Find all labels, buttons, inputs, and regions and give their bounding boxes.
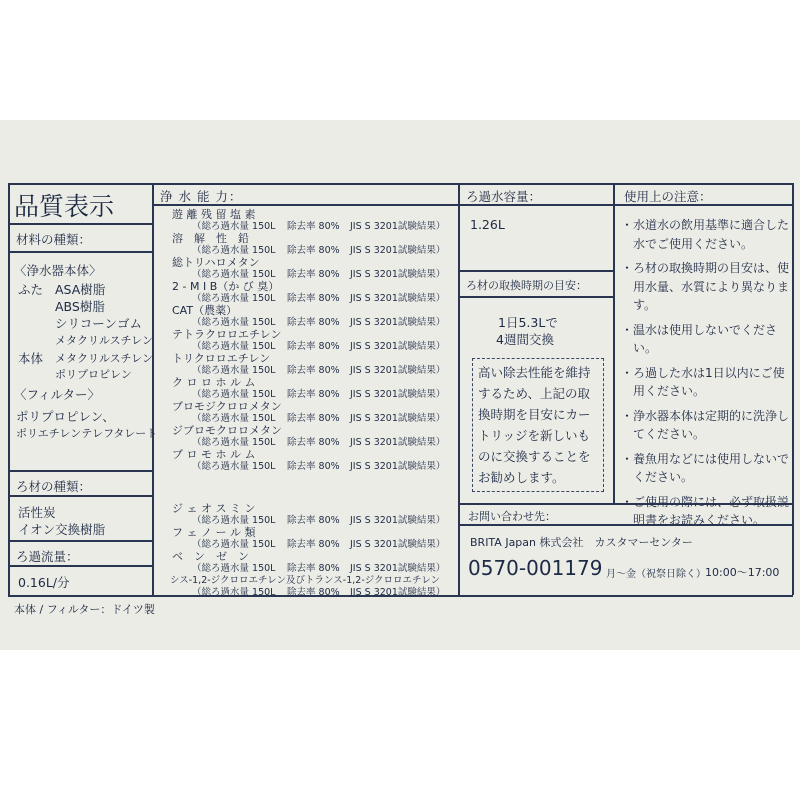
- flow-value: 0.16L/分: [18, 575, 70, 590]
- quality-label-sheet: [0, 120, 800, 650]
- caution-item: ・養魚用などには使用しないでください。: [621, 451, 790, 484]
- capacity-item-total: （総ろ過水量 150L: [192, 587, 276, 598]
- capacity-item-std: JIS S 3201試験結果）: [350, 437, 446, 448]
- capacity-item-name: シス-1,2-ジクロロエチレン及びトランス-1,2-ジクロロエチレン: [170, 575, 441, 586]
- caution-list: [621, 216, 791, 536]
- capacity-item-name: 2 - M I B（か び 臭）: [172, 280, 280, 293]
- capacity-item-std: JIS S 3201試験結果）: [350, 317, 446, 328]
- filter-material: ポリエチレンテレフタレート: [16, 427, 158, 440]
- capacity-item-std: JIS S 3201試験結果）: [350, 389, 446, 400]
- lid-material: ABS樹脂: [55, 299, 105, 314]
- media-item: 活性炭: [18, 505, 56, 520]
- divider-1: [152, 183, 154, 595]
- capacity-item-total: （総ろ過水量 150L: [192, 245, 276, 256]
- caution-label: 使用上の注意：: [624, 189, 712, 204]
- volume-value: 1.26L: [470, 217, 505, 232]
- capacity-item-std: JIS S 3201試験結果）: [350, 293, 446, 304]
- capacity-item-rate: 除去率 80%: [287, 317, 340, 328]
- flow-label: ろ過流量：: [16, 549, 79, 564]
- divider-2: [458, 183, 460, 595]
- capacity-item-std: JIS S 3201試験結果）: [350, 269, 446, 280]
- capacity-item-total: （総ろ過水量 150L: [192, 341, 276, 352]
- capacity-item-rate: 除去率 80%: [287, 245, 340, 256]
- left-rule-6: [8, 565, 153, 567]
- capacity-item-name: ジブロモクロロメタン: [172, 424, 282, 437]
- caution-item: ・ご使用の際には、必ず取扱説明書をお読みください。: [621, 494, 790, 527]
- capacity-item-total: （総ろ過水量 150L: [192, 437, 276, 448]
- left-rule-2: [8, 251, 153, 253]
- capacity-item-rate: 除去率 80%: [287, 293, 340, 304]
- main-material: ポリプロピレン: [55, 368, 132, 381]
- caution-item: ・水道水の飲用基準に適合した水でご使用ください。: [621, 218, 790, 251]
- capacity-item-total: （総ろ過水量 150L: [192, 221, 276, 232]
- capacity-item-name: ジ ェ オ ス ミ ン: [172, 502, 256, 515]
- left-rule-3: [8, 470, 153, 472]
- capacity-item-std: JIS S 3201試験結果）: [350, 563, 446, 574]
- capacity-item-total: （総ろ過水量 150L: [192, 563, 276, 574]
- divider-3: [613, 183, 615, 503]
- capacity-item-std: JIS S 3201試験結果）: [350, 461, 446, 472]
- capacity-item-total: （総ろ過水量 150L: [192, 317, 276, 328]
- lid-material: メタクリルスチレン: [55, 334, 153, 347]
- capacity-item-rate: 除去率 80%: [287, 539, 340, 550]
- frame-top: [8, 183, 793, 185]
- capacity-item-rate: 除去率 80%: [287, 587, 340, 598]
- lid-label: ふた: [18, 282, 44, 297]
- capacity-label: 浄 水 能 力：: [160, 189, 243, 204]
- left-rule-4: [8, 495, 153, 497]
- capacity-item-name: ベ ン ゼ ン: [172, 550, 249, 563]
- capacity-item-name: ブロモジクロロメタン: [172, 400, 282, 413]
- capacity-item-std: JIS S 3201試験結果）: [350, 539, 446, 550]
- capacity-item-total: （総ろ過水量 150L: [192, 539, 276, 550]
- lid-material: ASA樹脂: [55, 282, 106, 297]
- capacity-item-total: （総ろ過水量 150L: [192, 515, 276, 526]
- capacity-item-name: 溶 解 性 鉛: [172, 232, 249, 245]
- capacity-item-name: ク ロ ロ ホ ル ム: [172, 376, 256, 389]
- capacity-item-total: （総ろ過水量 150L: [192, 413, 276, 424]
- capacity-item-rate: 除去率 80%: [287, 413, 340, 424]
- capacity-item-total: （総ろ過水量 150L: [192, 293, 276, 304]
- body-group: 〈浄水器本体〉: [14, 263, 102, 278]
- vol-rule-2: [458, 270, 614, 272]
- lid-material: シリコーンゴム: [55, 316, 143, 331]
- frame-right: [792, 183, 794, 595]
- media-item: イオン交換樹脂: [18, 522, 106, 537]
- capacity-item-total: （総ろ過水量 150L: [192, 461, 276, 472]
- capacity-item-name: ブ ロ モ ホ ル ム: [172, 448, 256, 461]
- caution-item: ・温水は使用しないでください。: [621, 322, 778, 355]
- capacity-item-rate: 除去率 80%: [287, 341, 340, 352]
- contact-company: BRITA Japan 株式会社 カスタマーセンター: [470, 536, 693, 549]
- capacity-item-std: JIS S 3201試験結果）: [350, 341, 446, 352]
- capacity-item-name: テトラクロロエチレン: [172, 328, 282, 341]
- caution-item: ・ろ材の取換時期の目安は、使用水量、水質により異なります。: [621, 261, 790, 312]
- contact-days: 月～金（祝祭日除く）: [606, 569, 706, 580]
- capacity-item-rate: 除去率 80%: [287, 365, 340, 376]
- capacity-item-rate: 除去率 80%: [287, 563, 340, 574]
- capacity-item-std: JIS S 3201試験結果）: [350, 515, 446, 526]
- capacity-item-std: JIS S 3201試験結果）: [350, 245, 446, 256]
- capacity-item-std: JIS S 3201試験結果）: [350, 365, 446, 376]
- capacity-item-std: JIS S 3201試験結果）: [350, 587, 446, 598]
- note-text: 高い除去性能を維持するため、上記の取換時期を目安にカートリッジを新しいものに交換することをお勧めします。: [478, 365, 591, 485]
- capacity-item-name: フ ェ ノ ー ル 類: [172, 526, 256, 539]
- main-material: メタクリルスチレン: [55, 352, 153, 365]
- capacity-item-name: 総トリハロメタン: [172, 256, 260, 269]
- capacity-item-std: JIS S 3201試験結果）: [350, 221, 446, 232]
- contact-label: お問い合わせ先：: [468, 510, 556, 523]
- contact-time: 10:00～17:00: [705, 566, 780, 579]
- capacity-item-total: （総ろ過水量 150L: [192, 389, 276, 400]
- materials-label: 材料の種類：: [16, 232, 92, 247]
- capacity-item-rate: 除去率 80%: [287, 389, 340, 400]
- capacity-item-rate: 除去率 80%: [287, 515, 340, 526]
- capacity-item-total: （総ろ過水量 150L: [192, 269, 276, 280]
- frame-left: [8, 183, 10, 595]
- capacity-item-rate: 除去率 80%: [287, 269, 340, 280]
- origin-text: 本体 / フィルター：ドイツ製: [14, 603, 155, 616]
- capacity-item-std: JIS S 3201試験結果）: [350, 413, 446, 424]
- capacity-item-rate: 除去率 80%: [287, 221, 340, 232]
- capacity-item-name: トリクロロエチレン: [172, 352, 271, 365]
- capacity-item-total: （総ろ過水量 150L: [192, 365, 276, 376]
- vol-rule-3: [458, 296, 614, 298]
- left-rule-5: [8, 540, 153, 542]
- replace-label: ろ材の取換時期の目安：: [466, 279, 587, 292]
- caution-item: ・浄水器本体は定期的に洗浄してください。: [621, 408, 790, 441]
- contact-phone: 0570-001179: [468, 556, 603, 580]
- filter-group: 〈フィルター〉: [14, 387, 101, 402]
- quality-title: 品質表示: [14, 192, 115, 221]
- replace-line: 4週間交換: [496, 332, 554, 347]
- replace-line: 1日5.3Lで: [498, 315, 558, 330]
- capacity-item-name: CAT（農薬）: [172, 304, 238, 317]
- caution-item: ・ろ過した水は1日以内にご使用ください。: [621, 365, 785, 398]
- left-rule-1: [8, 223, 153, 225]
- capacity-item-rate: 除去率 80%: [287, 461, 340, 472]
- volume-label: ろ過水容量：: [466, 189, 542, 204]
- main-label: 本体: [18, 351, 44, 366]
- capacity-item-name: 遊 離 残 留 塩 素: [172, 208, 256, 221]
- capacity-item-rate: 除去率 80%: [287, 437, 340, 448]
- filter-material: ポリプロピレン、: [16, 409, 115, 424]
- media-label: ろ材の種類：: [16, 479, 92, 494]
